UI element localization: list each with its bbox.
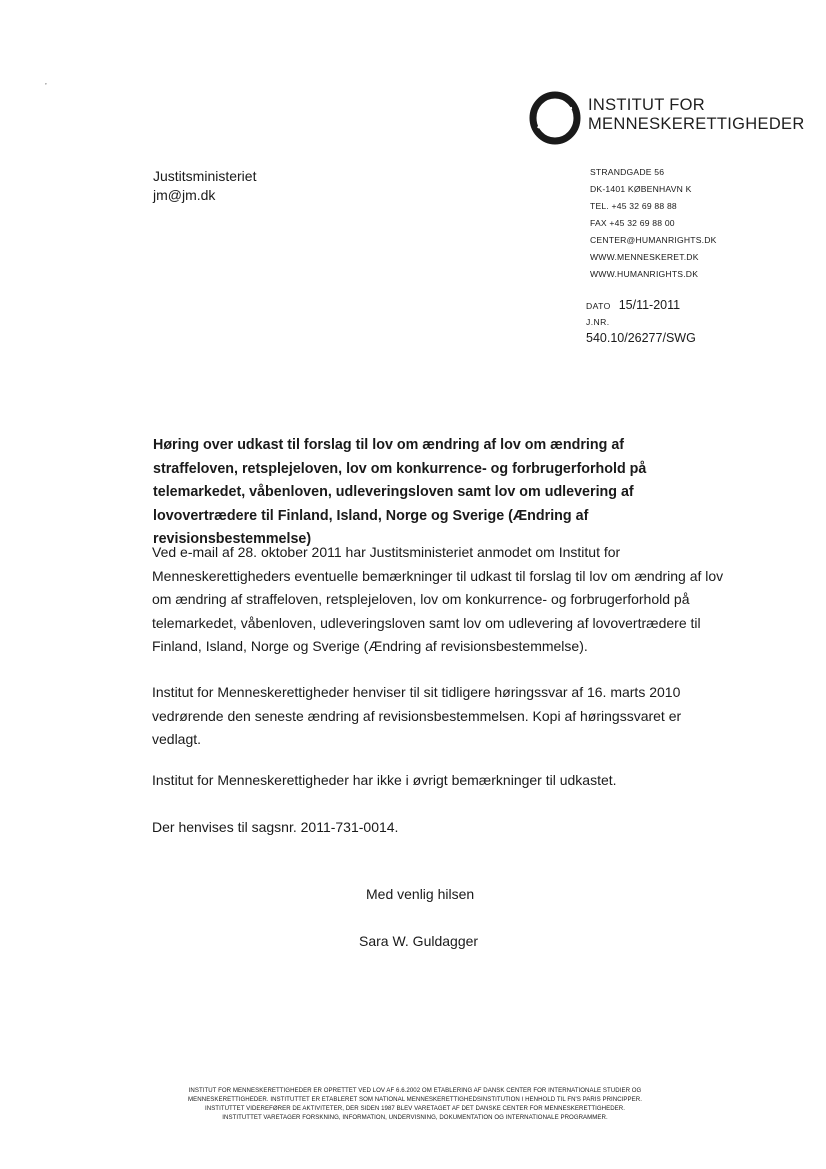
contact-tel: TEL. +45 32 69 88 88 [590, 201, 677, 211]
jnr-value: 540.10/26277/SWG [586, 331, 696, 345]
contact-address: STRANDGADE 56 [590, 167, 665, 177]
recipient-name: Justitsministeriet [153, 168, 257, 184]
contact-email: CENTER@HUMANRIGHTS.DK [590, 235, 717, 245]
paragraph-3: Institut for Menneskerettigheder har ikke i øvrigt bemærkninger til udkastet. [152, 772, 617, 788]
paragraph-4: Der henvises til sagsnr. 2011-731-0014. [152, 819, 399, 835]
jnr-label: J.NR. [586, 317, 610, 327]
logo-text [588, 96, 805, 134]
letter-subject: Høring over udkast til forslag til lov om ændring af lov om ændring af straffeloven, retsplejeloven, lov om konkurrence- og forbrugerforhold på telemarkedet, våbenloven, udleveringsloven samt lov om udlevering af lovovertrædere til Finland, Island, Norge og Sverige (Ændring af revisionsbestemmelse) [153, 437, 647, 547]
contact-fax: FAX +45 32 69 88 00 [590, 218, 675, 228]
closing: Med venlig hilsen [366, 886, 475, 902]
logo-line-1: INSTITUT FOR [588, 96, 705, 114]
footer [150, 1086, 680, 1122]
recipient-block [153, 167, 256, 205]
institute-logo [528, 90, 826, 150]
footer-line-3: INSTITUTTET VIDEREFØRER DE AKTIVITETER, DER SIDEN 1987 BLEV VARETAGET AF DET DANSKE CENTER FOR MENNESKERETTIGHEDER. [205, 1105, 625, 1112]
contact-web-2: WWW.HUMANRIGHTS.DK [590, 269, 699, 279]
ring-logo-icon [528, 90, 584, 146]
date-value: 15/11-2011 [618, 298, 681, 312]
contact-block [590, 164, 717, 283]
scan-mark: ’ [45, 82, 47, 91]
paragraph-1: Ved e-mail af 28. oktober 2011 har Justitsministeriet anmodet om Institut for Menneskerettigheders eventuelle bemærkninger til udkast til forslag til lov om ændring af lov om ændring af straffeloven, retsplejeloven, lov om konkurrence- og forbrugerforhold på telemarkedet, våbenloven, udleveringsloven samt lov om udlevering af lovovertrædere til Finland, Island, Norge og Sverige (Ændring af revisionsbestemmelse). [152, 544, 724, 654]
footer-line-1: INSTITUT FOR MENNESKERETTIGHEDER ER OPRETTET VED LOV AF 6.6.2002 OM ETABLERING AF DANSK CENTER FOR INTERNATIONALE STUDIER OG [188, 1087, 642, 1094]
paragraph-2: Institut for Menneskerettigheder henviser til sit tidligere høringssvar af 16. marts 2010 vedrørende den seneste ændring af revisionsbestemmelsen. Kopi af høringssvaret er vedlagt. [152, 684, 682, 747]
footer-line-4: INSTITUTTET VARETAGER FORSKNING, INFORMATION, UNDERVISNING, DOKUMENTATION OG INTERNATIONALE PROGRAMMER. [222, 1114, 608, 1121]
meta-block [586, 296, 696, 347]
date-label: DATO [586, 301, 611, 311]
contact-city: DK-1401 KØBENHAVN K [590, 184, 692, 194]
signature: Sara W. Guldagger [359, 933, 479, 949]
contact-web-1: WWW.MENNESKERET.DK [590, 252, 699, 262]
recipient-email: jm@jm.dk [153, 187, 216, 203]
logo-line-2: MENNESKERETTIGHEDER [588, 115, 805, 133]
date-row [586, 296, 696, 315]
footer-line-2: MENNESKERETTIGHEDER. INSTITUTTET ER ETABLERET SOM NATIONAL MENNESKERETTIGHEDSINSTITUTION I HENHOLD TIL FN'S PARIS PRINCIPPER. [188, 1096, 642, 1103]
